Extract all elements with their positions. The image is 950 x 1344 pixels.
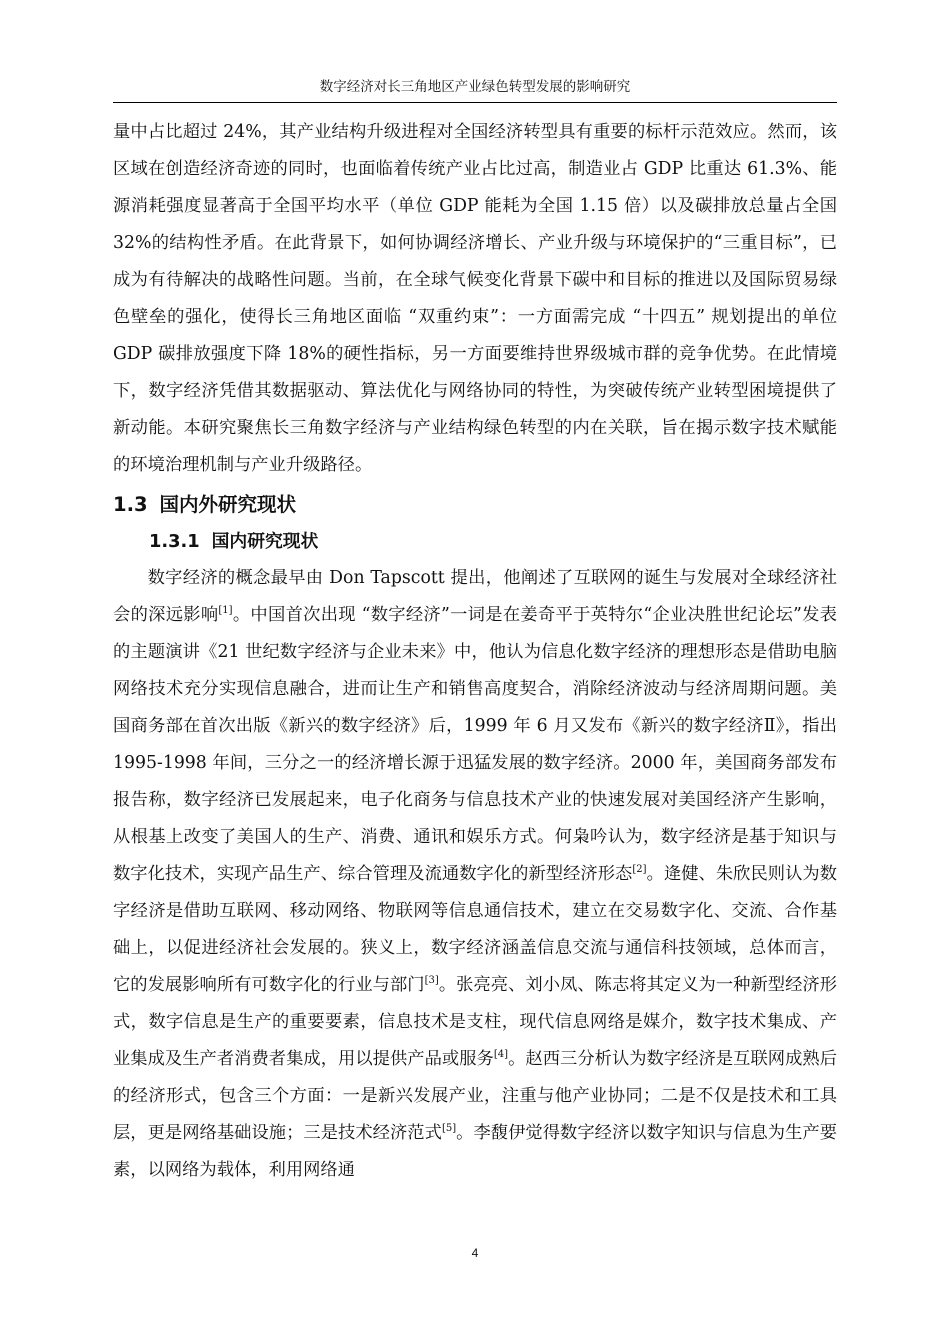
review-text-5: 。赵西三分析认为数字经济是互联网成熟后的经济形式，包含三个方面：一是新兴发展产业，注重与他产业协同；二是不仅是技术和工具层，更是网络基础设施；三是技术经济范式 bbox=[113, 1049, 837, 1143]
subsection-heading bbox=[149, 523, 837, 560]
review-text-6: 。李馥伊觉得数字经济以数字知识与信息为生产要素，以网络为载体，利用网络通 bbox=[113, 1123, 837, 1180]
subsection-title: 国内研究现状 bbox=[211, 531, 319, 552]
citation-4: [4] bbox=[493, 1049, 509, 1061]
review-text-1: 数字经济的概念最早由 Don Tapscott 提出，他阐述了互联网的诞生与发展对全球经济社会的深远影响 bbox=[113, 568, 837, 625]
review-text-4: 。张亮亮、刘小凤、陈志将其定义为一种新型经济形式，数字信息是生产的重要要素，信息技术是支柱，现代信息网络是媒介，数字技术集成、产业集成及生产者消费者集成，用以提供产品或服务 bbox=[113, 975, 837, 1069]
intro-paragraph: 量中占比超过 24%，其产业结构升级进程对全国经济转型具有重要的标杆示范效应。然而，该区域在创造经济奇迹的同时，也面临着传统产业占比过高，制造业占 GDP 比重达 61.3%、能源消耗强度显著高于全国平均水平（单位 GDP 能耗为全国 1.15 倍）以及碳排放总量占全国 32%的结构性矛盾。在此背景下，如何协调经济增长、产业升级与环境保护的“三重目标”，已成为有待解决的战略性问题。当前，在全球气候变化背景下碳中和目标的推进以及国际贸易绿色壁垒的强化，使得长三角地区面临 “双重约束”：一方面需完成 “十四五” 规划提出的单位 GDP 碳排放强度下降 18%的硬性指标，另一方面要维持世界级城市群的竞争优势。在此情境下，数字经济凭借其数据驱动、算法优化与网络协同的特性，为突破传统产业转型困境提供了新动能。本研究聚焦长三角数字经济与产业结构绿色转型的内在关联，旨在揭示数字技术赋能的环境治理机制与产业升级路径。 bbox=[113, 122, 837, 475]
page-number: 4 bbox=[471, 1246, 479, 1260]
review-text-2: 。中国首次出现 “数字经济”一词是在姜奇平于英特尔“企业决胜世纪论坛”发表的主题演讲《21 世纪数字经济与企业未来》中，他认为信息化数字经济的理想形态是借助电脑网络技术充分实现信息融合，进而让生产和销售高度契合，消除经济波动与经济周期问题。美国商务部在首次出版《新兴的数字经济》后，1999 年 6 月又发布《新兴的数字经济Ⅱ》，指出 1995-1998 年间，三分之一的经济增长源于迅猛发展的数字经济。2000 年，美国商务部发布报告称，数字经济已发展起来，电子化商务与信息技术产业的快速发展对美国经济产生影响，从根基上改变了美国人的生产、消费、通讯和娱乐方式。何枭吟认为，数字经济是基于知识与数字化技术，实现产品生产、综合管理及流通数字化的新型经济形态 bbox=[113, 605, 837, 884]
section-title: 国内外研究现状 bbox=[159, 493, 297, 516]
citation-5: [5] bbox=[441, 1123, 457, 1135]
citation-3: [3] bbox=[424, 975, 439, 987]
review-paragraph bbox=[113, 560, 837, 1189]
section-number: 1.3 bbox=[113, 493, 148, 516]
review-text-3: 。逄健、朱欣民则认为数字经济是借助互联网、移动网络、物联网等信息通信技术，建立在交易数字化、交流、合作基础上，以促进经济社会发展的。狭义上，数字经济涵盖信息交流与通信科技领域，总体而言，它的发展影响所有可数字化的行业与部门 bbox=[113, 864, 837, 995]
citation-1: [1] bbox=[218, 605, 233, 617]
header-divider bbox=[113, 102, 837, 103]
section-heading bbox=[113, 486, 837, 523]
running-header: 数字经济对长三角地区产业绿色转型发展的影响研究 bbox=[319, 79, 631, 95]
citation-2: [2] bbox=[632, 864, 647, 876]
document-body bbox=[113, 114, 837, 1189]
subsection-number: 1.3.1 bbox=[149, 531, 200, 552]
